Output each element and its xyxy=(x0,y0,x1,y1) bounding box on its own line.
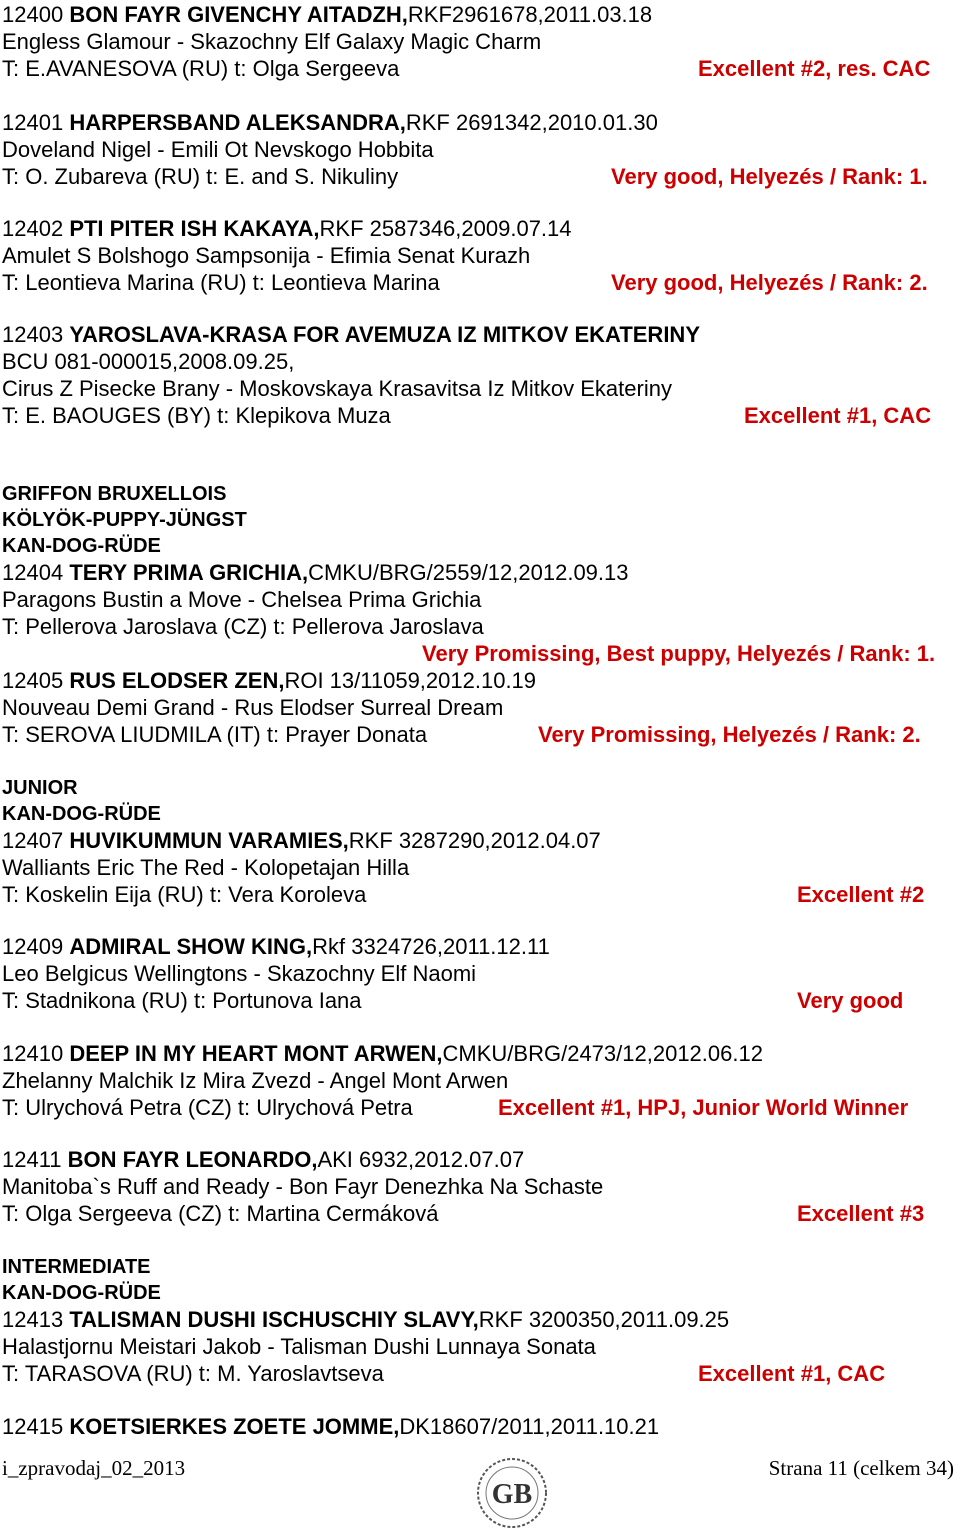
class-heading: KÖLYÖK-PUPPY-JÜNGST xyxy=(2,509,247,531)
entry-parents: Walliants Eric The Red - Kolopetajan Hilla xyxy=(2,855,410,880)
breed-heading: GRIFFON BRUXELLOIS xyxy=(2,483,227,505)
entry-parents: Nouveau Demi Grand - Rus Elodser Surreal Dream xyxy=(2,695,504,720)
entry-result: Excellent #2 xyxy=(797,882,925,907)
entry-result: Excellent #1, CAC xyxy=(698,1361,886,1386)
entry-line: 12402 PTI PITER ISH KAKAYA,RKF 2587346,2009.07.14 xyxy=(2,216,572,241)
entry-result: Very good, Helyezés / Rank: 1. xyxy=(611,164,928,189)
footer-publication: i_zpravodaj_02_2013 xyxy=(2,1456,186,1480)
logo-text: GB xyxy=(491,1479,533,1510)
entry-result: Very good xyxy=(797,988,904,1013)
entry-owner: T: O. Zubareva (RU) t: E. and S. Nikuliny xyxy=(2,164,399,189)
entry-result: Very Promissing, Best puppy, Helyezés / Rank: 1. xyxy=(422,641,936,666)
entry-line: 12411 BON FAYR LEONARDO,AKI 6932,2012.07.07 xyxy=(2,1147,525,1172)
entry-line: 12410 DEEP IN MY HEART MONT ARWEN,CMKU/BRG/2473/12,2012.06.12 xyxy=(2,1041,763,1066)
entry-line: 12405 RUS ELODSER ZEN,ROI 13/11059,2012.10.19 xyxy=(2,668,537,693)
sex-heading: KAN-DOG-RÜDE xyxy=(2,1282,161,1304)
club-logo-icon xyxy=(462,1453,562,1531)
entry-parents: Engless Glamour - Skazochny Elf Galaxy Magic Charm xyxy=(2,29,542,54)
entry-owner: T: Koskelin Eija (RU) t: Vera Koroleva xyxy=(2,882,367,907)
entry-result: Excellent #2, res. CAC xyxy=(698,56,931,81)
entry-owner: T: Ulrychová Petra (CZ) t: Ulrychová Petra xyxy=(2,1095,413,1120)
entry-owner: T: SEROVA LIUDMILA (IT) t: Prayer Donata xyxy=(2,722,428,747)
entry-line: 12401 HARPERSBAND ALEKSANDRA,RKF 2691342,2010.01.30 xyxy=(2,110,658,135)
entry-result: Excellent #3 xyxy=(797,1201,925,1226)
entry-line: 12403 YAROSLAVA-KRASA FOR AVEMUZA IZ MITKOV EKATERINY xyxy=(2,322,700,347)
entry-owner: T: Leontieva Marina (RU) t: Leontieva Marina xyxy=(2,270,440,295)
entry-line: 12415 KOETSIERKES ZOETE JOMME,DK18607/2011,2011.10.21 xyxy=(2,1414,660,1439)
entry-owner: T: TARASOVA (RU) t: M. Yaroslavtseva xyxy=(2,1361,384,1386)
entry-parents: Zhelanny Malchik Iz Mira Zvezd - Angel Mont Arwen xyxy=(2,1068,509,1093)
entry-parents: Leo Belgicus Wellingtons - Skazochny Elf Naomi xyxy=(2,961,477,986)
entry-parents: Halastjornu Meistari Jakob - Talisman Dushi Lunnaya Sonata xyxy=(2,1334,596,1359)
entry-line: 12407 HUVIKUMMUN VARAMIES,RKF 3287290,2012.04.07 xyxy=(2,828,601,853)
entry-owner: T: Stadnikona (RU) t: Portunova Iana xyxy=(2,988,362,1013)
entry-parents: Doveland Nigel - Emili Ot Nevskogo Hobbita xyxy=(2,137,434,162)
entry-line: 12409 ADMIRAL SHOW KING,Rkf 3324726,2011.12.11 xyxy=(2,934,550,959)
entry-reg: BCU 081-000015,2008.09.25, xyxy=(2,349,295,374)
entry-owner: T: E.AVANESOVA (RU) t: Olga Sergeeva xyxy=(2,56,400,81)
class-heading: JUNIOR xyxy=(2,777,78,799)
class-heading: INTERMEDIATE xyxy=(2,1256,151,1278)
entry-parents: Cirus Z Pisecke Brany - Moskovskaya Krasavitsa Iz Mitkov Ekateriny xyxy=(2,376,672,401)
entry-parents: Manitoba`s Ruff and Ready - Bon Fayr Denezhka Na Schaste xyxy=(2,1174,604,1199)
entry-line: 12404 TERY PRIMA GRICHIA,CMKU/BRG/2559/12,2012.09.13 xyxy=(2,560,629,585)
entry-parents: Amulet S Bolshogo Sampsonija - Efimia Senat Kurazh xyxy=(2,243,531,268)
entry-result: Excellent #1, HPJ, Junior World Winner xyxy=(498,1095,909,1120)
entry-result: Very good, Helyezés / Rank: 2. xyxy=(611,270,928,295)
entry-line: 12400 BON FAYR GIVENCHY AITADZH,RKF2961678,2011.03.18 xyxy=(2,2,653,27)
entry-result: Excellent #1, CAC xyxy=(744,403,932,428)
sex-heading: KAN-DOG-RÜDE xyxy=(2,535,161,557)
entry-result: Very Promissing, Helyezés / Rank: 2. xyxy=(538,722,921,747)
entry-owner: T: E. BAOUGES (BY) t: Klepikova Muza xyxy=(2,403,391,428)
entry-owner: T: Olga Sergeeva (CZ) t: Martina Cermáková xyxy=(2,1201,439,1226)
sex-heading: KAN-DOG-RÜDE xyxy=(2,803,161,825)
entry-line: 12413 TALISMAN DUSHI ISCHUSCHIY SLAVY,RKF 3200350,2011.09.25 xyxy=(2,1307,730,1332)
entry-owner: T: Pellerova Jaroslava (CZ) t: Pellerova Jaroslava xyxy=(2,614,484,639)
footer-page-number: Strana 11 (celkem 34) xyxy=(768,1456,954,1480)
entry-parents: Paragons Bustin a Move - Chelsea Prima Grichia xyxy=(2,587,482,612)
